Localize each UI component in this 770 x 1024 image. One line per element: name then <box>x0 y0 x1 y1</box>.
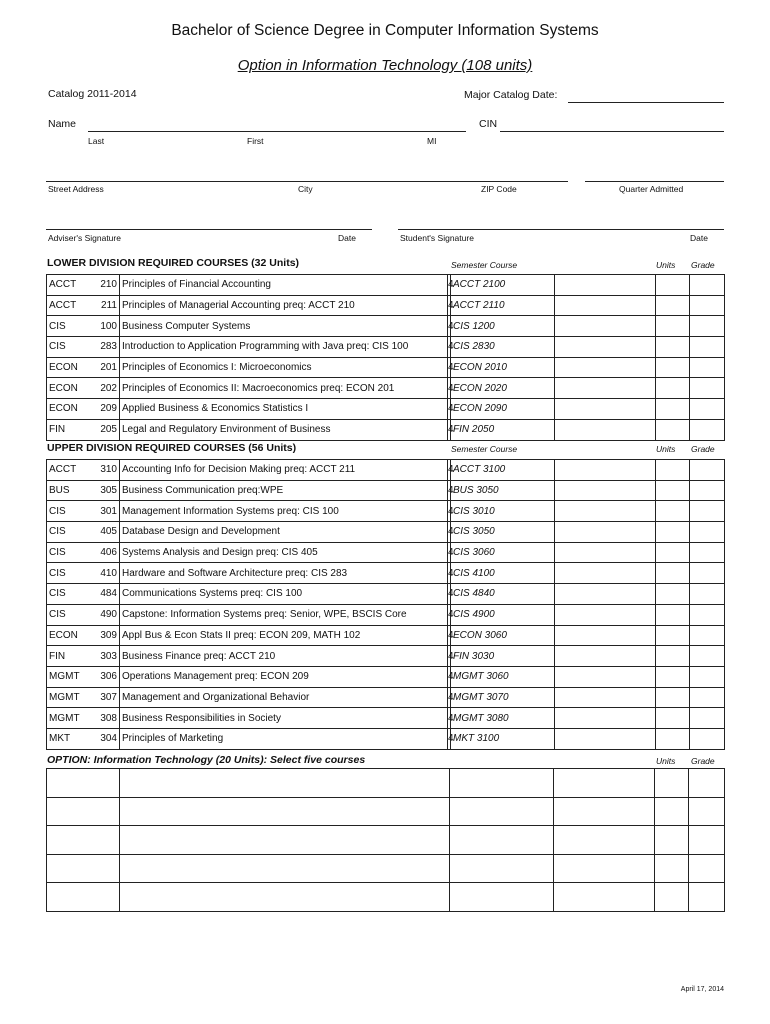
page-title: Bachelor of Science Degree in Computer Information Systems <box>171 22 599 39</box>
course-row <box>47 460 725 481</box>
course-number: 309 <box>92 625 120 646</box>
units-cell[interactable] <box>656 275 690 296</box>
course-name: Capstone: Information Systems preq: Senior, WPE, BSCIS Core <box>120 604 448 625</box>
notes-cell[interactable] <box>555 357 656 378</box>
adviser-date-label: Date <box>338 233 356 243</box>
course-dept: ECON <box>47 399 92 420</box>
grade-cell[interactable] <box>690 604 725 625</box>
course-dept: MKT <box>47 728 92 749</box>
mi-label: MI <box>427 136 437 146</box>
notes-cell[interactable] <box>555 687 656 708</box>
units-cell[interactable] <box>656 501 690 522</box>
units-cell[interactable] <box>656 584 690 605</box>
course-row <box>47 316 725 337</box>
lower-division-table <box>46 274 725 441</box>
semester-course: MGMT 3080 <box>451 708 555 729</box>
grade-header: Grade <box>691 260 715 270</box>
course-row <box>47 563 725 584</box>
quarter-admitted-field[interactable] <box>585 181 724 182</box>
major-catalog-date-label: Major Catalog Date: <box>464 89 558 101</box>
course-name: Communications Systems preq: CIS 100 <box>120 584 448 605</box>
city-label: City <box>298 184 313 194</box>
units-cell[interactable] <box>656 728 690 749</box>
course-dept: MGMT <box>47 708 92 729</box>
grade-cell[interactable] <box>690 295 725 316</box>
course-number: 305 <box>92 480 120 501</box>
course-units: 4 <box>448 687 451 708</box>
grade-cell[interactable] <box>690 399 725 420</box>
units-header: Units <box>656 260 676 270</box>
course-name: Appl Bus & Econ Stats II preq: ECON 209, MATH 102 <box>120 625 448 646</box>
course-name: Principles of Marketing <box>120 728 448 749</box>
course-units: 4 <box>448 666 451 687</box>
course-number: 209 <box>92 399 120 420</box>
units-header: Units <box>656 444 676 454</box>
units-cell[interactable] <box>656 646 690 667</box>
course-dept: CIS <box>47 522 92 543</box>
course-row <box>47 625 725 646</box>
notes-cell[interactable] <box>555 708 656 729</box>
course-name: Accounting Info for Decision Making preq: ACCT 211 <box>120 460 448 481</box>
course-number: 304 <box>92 728 120 749</box>
grade-cell[interactable] <box>690 625 725 646</box>
notes-cell[interactable] <box>555 295 656 316</box>
semester-course: ECON 2090 <box>451 399 555 420</box>
course-units: 4 <box>448 337 451 358</box>
course-row <box>47 357 725 378</box>
course-number: 308 <box>92 708 120 729</box>
course-dept: BUS <box>47 480 92 501</box>
last-label: Last <box>88 136 105 146</box>
grade-header: Grade <box>691 756 715 766</box>
course-units: 4 <box>448 625 451 646</box>
course-dept: CIS <box>47 337 92 358</box>
course-row <box>47 419 725 440</box>
course-row <box>47 584 725 605</box>
course-row <box>47 522 725 543</box>
notes-cell[interactable] <box>555 542 656 563</box>
student-signature-field[interactable] <box>398 229 724 230</box>
course-number: 201 <box>92 357 120 378</box>
course-name: Business Communication preq:WPE <box>120 480 448 501</box>
semester-course: ACCT 3100 <box>451 460 555 481</box>
course-units: 4 <box>448 522 451 543</box>
course-row <box>47 708 725 729</box>
course-dept: FIN <box>47 419 92 440</box>
semester-course-header: Semester Course <box>451 444 518 454</box>
units-cell[interactable] <box>656 625 690 646</box>
course-units: 4 <box>448 275 451 296</box>
course-name: Principles of Financial Accounting <box>120 275 448 296</box>
course-name: Principles of Economics II: Macroeconomics preq: ECON 201 <box>120 378 448 399</box>
semester-course: ECON 2020 <box>451 378 555 399</box>
semester-course: ECON 3060 <box>451 625 555 646</box>
grade-cell[interactable] <box>690 542 725 563</box>
course-units: 4 <box>448 316 451 337</box>
course-dept: CIS <box>47 501 92 522</box>
course-row <box>47 542 725 563</box>
course-dept: CIS <box>47 316 92 337</box>
course-row <box>47 728 725 749</box>
semester-course: FIN 3030 <box>451 646 555 667</box>
course-number: 406 <box>92 542 120 563</box>
option-course-table <box>46 768 725 912</box>
semester-course: CIS 3010 <box>451 501 555 522</box>
semester-course: BUS 3050 <box>451 480 555 501</box>
course-units: 4 <box>448 584 451 605</box>
option-row[interactable] <box>47 854 725 883</box>
course-row <box>47 480 725 501</box>
course-row <box>47 666 725 687</box>
units-cell[interactable] <box>656 522 690 543</box>
course-row <box>47 687 725 708</box>
grade-cell[interactable] <box>690 316 725 337</box>
notes-cell[interactable] <box>555 522 656 543</box>
notes-cell[interactable] <box>555 399 656 420</box>
course-number: 100 <box>92 316 120 337</box>
semester-course: CIS 4840 <box>451 584 555 605</box>
course-number: 202 <box>92 378 120 399</box>
course-units: 4 <box>448 501 451 522</box>
course-units: 4 <box>448 480 451 501</box>
semester-course: CIS 3060 <box>451 542 555 563</box>
course-name: Systems Analysis and Design preq: CIS 405 <box>120 542 448 563</box>
course-name: Management and Organizational Behavior <box>120 687 448 708</box>
course-number: 310 <box>92 460 120 481</box>
option-row[interactable] <box>47 883 725 912</box>
course-number: 301 <box>92 501 120 522</box>
zip-code-label: ZIP Code <box>481 184 517 194</box>
course-units: 4 <box>448 708 451 729</box>
semester-course: MGMT 3060 <box>451 666 555 687</box>
course-dept: ECON <box>47 625 92 646</box>
cin-label: CIN <box>479 118 498 130</box>
grade-cell[interactable] <box>690 378 725 399</box>
grade-cell[interactable] <box>690 728 725 749</box>
course-dept: FIN <box>47 646 92 667</box>
units-cell[interactable] <box>656 378 690 399</box>
course-number: 210 <box>92 275 120 296</box>
course-units: 4 <box>448 419 451 440</box>
major-catalog-date-field[interactable] <box>568 102 724 103</box>
course-number: 484 <box>92 584 120 605</box>
course-dept: CIS <box>47 584 92 605</box>
course-number: 405 <box>92 522 120 543</box>
notes-cell[interactable] <box>555 275 656 296</box>
course-row <box>47 399 725 420</box>
course-row <box>47 275 725 296</box>
option-row[interactable] <box>47 797 725 826</box>
notes-cell[interactable] <box>555 501 656 522</box>
units-cell[interactable] <box>656 316 690 337</box>
student-date-label: Date <box>690 233 708 243</box>
grade-cell[interactable] <box>690 480 725 501</box>
adviser-signature-label: Adviser's Signature <box>48 233 121 243</box>
course-row <box>47 501 725 522</box>
notes-cell[interactable] <box>555 646 656 667</box>
course-name: Legal and Regulatory Environment of Business <box>120 419 448 440</box>
adviser-signature-field[interactable] <box>46 229 372 230</box>
units-header: Units <box>656 756 676 766</box>
course-name: Business Finance preq: ACCT 210 <box>120 646 448 667</box>
semester-course: MGMT 3070 <box>451 687 555 708</box>
course-row <box>47 295 725 316</box>
semester-course: CIS 3050 <box>451 522 555 543</box>
course-name: Business Computer Systems <box>120 316 448 337</box>
option-row[interactable] <box>47 769 725 798</box>
notes-cell[interactable] <box>555 480 656 501</box>
course-name: Operations Management preq: ECON 209 <box>120 666 448 687</box>
semester-course: CIS 1200 <box>451 316 555 337</box>
course-units: 4 <box>448 728 451 749</box>
grade-cell[interactable] <box>690 501 725 522</box>
notes-cell[interactable] <box>555 666 656 687</box>
notes-cell[interactable] <box>555 563 656 584</box>
grade-cell[interactable] <box>690 337 725 358</box>
notes-cell[interactable] <box>555 378 656 399</box>
course-name: Introduction to Application Programming with Java preq: CIS 100 <box>120 337 448 358</box>
course-row <box>47 646 725 667</box>
grade-cell[interactable] <box>690 563 725 584</box>
grade-cell[interactable] <box>690 584 725 605</box>
grade-cell[interactable] <box>690 522 725 543</box>
option-title: OPTION: Information Technology (20 Units): Select five courses <box>47 754 366 766</box>
units-cell[interactable] <box>656 460 690 481</box>
course-units: 4 <box>448 378 451 399</box>
course-dept: CIS <box>47 563 92 584</box>
course-number: 205 <box>92 419 120 440</box>
course-units: 4 <box>448 357 451 378</box>
course-dept: ACCT <box>47 460 92 481</box>
footer-date: April 17, 2014 <box>680 986 724 993</box>
grade-cell[interactable] <box>690 666 725 687</box>
street-address-label: Street Address <box>48 184 104 194</box>
units-cell[interactable] <box>656 419 690 440</box>
course-name: Hardware and Software Architecture preq: CIS 283 <box>120 563 448 584</box>
course-units: 4 <box>448 646 451 667</box>
course-dept: CIS <box>47 542 92 563</box>
course-number: 410 <box>92 563 120 584</box>
page-subtitle: Option in Information Technology (108 units) <box>237 57 533 74</box>
semester-course: ACCT 2100 <box>451 275 555 296</box>
units-cell[interactable] <box>656 357 690 378</box>
upper-division-title: UPPER DIVISION REQUIRED COURSES (56 Units) <box>47 442 297 454</box>
option-row[interactable] <box>47 826 725 855</box>
notes-cell[interactable] <box>555 604 656 625</box>
quarter-admitted-label: Quarter Admitted <box>619 184 684 194</box>
first-label: First <box>247 136 264 146</box>
notes-cell[interactable] <box>555 460 656 481</box>
semester-course: CIS 4900 <box>451 604 555 625</box>
course-dept: CIS <box>47 604 92 625</box>
units-cell[interactable] <box>656 687 690 708</box>
name-field[interactable] <box>88 131 466 132</box>
course-number: 283 <box>92 337 120 358</box>
notes-cell[interactable] <box>555 316 656 337</box>
course-row <box>47 604 725 625</box>
course-row <box>47 337 725 358</box>
semester-course: MKT 3100 <box>451 728 555 749</box>
course-units: 4 <box>448 460 451 481</box>
units-cell[interactable] <box>656 604 690 625</box>
course-number: 306 <box>92 666 120 687</box>
course-units: 4 <box>448 563 451 584</box>
semester-course-header: Semester Course <box>451 260 518 270</box>
grade-cell[interactable] <box>690 460 725 481</box>
course-units: 4 <box>448 295 451 316</box>
grade-cell[interactable] <box>690 687 725 708</box>
course-name: Principles of Managerial Accounting preq: ACCT 210 <box>120 295 448 316</box>
address-field[interactable] <box>46 181 568 182</box>
course-name: Management Information Systems preq: CIS 100 <box>120 501 448 522</box>
cin-field[interactable] <box>500 131 724 132</box>
grade-cell[interactable] <box>690 419 725 440</box>
grade-cell[interactable] <box>690 357 725 378</box>
notes-cell[interactable] <box>555 419 656 440</box>
course-dept: ECON <box>47 357 92 378</box>
course-name: Principles of Economics I: Microeconomics <box>120 357 448 378</box>
course-units: 4 <box>448 604 451 625</box>
course-number: 490 <box>92 604 120 625</box>
course-dept: MGMT <box>47 687 92 708</box>
semester-course: FIN 2050 <box>451 419 555 440</box>
upper-division-table <box>46 459 725 750</box>
course-name: Database Design and Development <box>120 522 448 543</box>
course-dept: ECON <box>47 378 92 399</box>
notes-cell[interactable] <box>555 728 656 749</box>
course-number: 303 <box>92 646 120 667</box>
semester-course: ECON 2010 <box>451 357 555 378</box>
notes-cell[interactable] <box>555 625 656 646</box>
course-name: Business Responsibilities in Society <box>120 708 448 729</box>
student-signature-label: Student's Signature <box>400 233 474 243</box>
units-cell[interactable] <box>656 295 690 316</box>
grade-cell[interactable] <box>690 708 725 729</box>
units-cell[interactable] <box>656 399 690 420</box>
catalog-label: Catalog 2011-2014 <box>48 88 137 100</box>
lower-division-title: LOWER DIVISION REQUIRED COURSES (32 Units) <box>47 257 300 269</box>
course-number: 307 <box>92 687 120 708</box>
course-dept: ACCT <box>47 275 92 296</box>
course-units: 4 <box>448 542 451 563</box>
course-units: 4 <box>448 399 451 420</box>
units-cell[interactable] <box>656 563 690 584</box>
course-dept: MGMT <box>47 666 92 687</box>
units-cell[interactable] <box>656 337 690 358</box>
units-cell[interactable] <box>656 542 690 563</box>
semester-course: ACCT 2110 <box>451 295 555 316</box>
name-label: Name <box>48 118 77 130</box>
units-cell[interactable] <box>656 708 690 729</box>
grade-cell[interactable] <box>690 646 725 667</box>
notes-cell[interactable] <box>555 584 656 605</box>
grade-header: Grade <box>691 444 715 454</box>
course-dept: ACCT <box>47 295 92 316</box>
units-cell[interactable] <box>656 480 690 501</box>
notes-cell[interactable] <box>555 337 656 358</box>
units-cell[interactable] <box>656 666 690 687</box>
grade-cell[interactable] <box>690 275 725 296</box>
course-row <box>47 378 725 399</box>
semester-course: CIS 4100 <box>451 563 555 584</box>
course-name: Applied Business & Economics Statistics I <box>120 399 448 420</box>
course-number: 211 <box>92 295 120 316</box>
semester-course: CIS 2830 <box>451 337 555 358</box>
